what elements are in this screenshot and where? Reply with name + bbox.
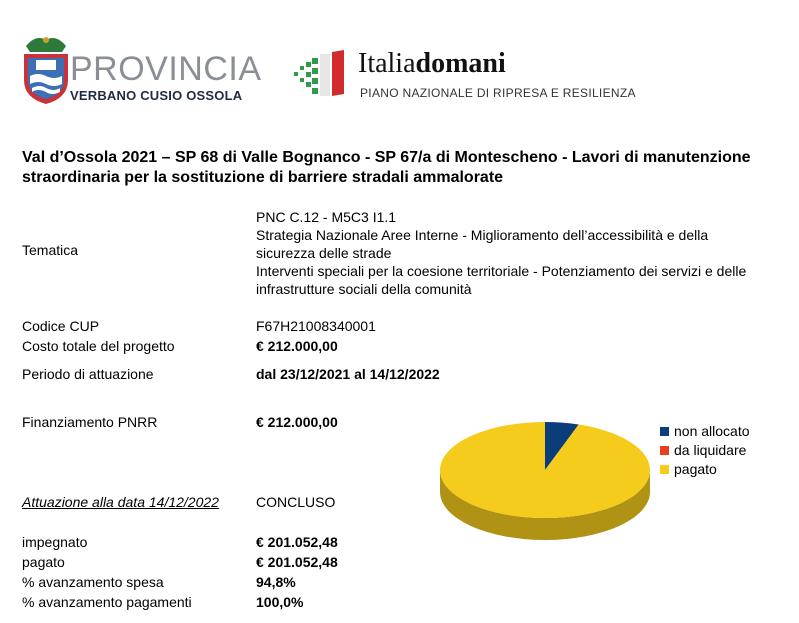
avanzamento-spesa-value: 94,8% (256, 574, 296, 590)
provincia-logo (16, 32, 76, 106)
avanzamento-pagamenti-value: 100,0% (256, 594, 304, 610)
impegnato-label: impegnato (22, 534, 88, 550)
avanzamento-spesa-label: % avanzamento spesa (22, 574, 164, 590)
costo-value: € 212.000,00 (256, 338, 338, 354)
pie-slice-pagato (440, 422, 650, 518)
legend-swatch (660, 427, 669, 436)
tematica-value (256, 208, 766, 298)
finanziamento-label: Finanziamento PNRR (22, 414, 158, 430)
legend-label: non allocato (674, 423, 750, 439)
italiadomani-subtitle: PIANO NAZIONALE DI RIPRESA E RESILIENZA (360, 86, 636, 100)
italiadomani-name: Italiadomani (358, 48, 506, 79)
legend-item-pagato (660, 460, 750, 479)
codice-cup-label: Codice CUP (22, 318, 100, 334)
attuazione-value: CONCLUSO (256, 494, 336, 510)
periodo-value: dal 23/12/2021 al 14/12/2022 (256, 366, 440, 382)
avanzamento-pagamenti-label: % avanzamento pagamenti (22, 594, 192, 610)
chart-legend (660, 422, 750, 479)
pagato-label: pagato (22, 554, 65, 570)
legend-label: pagato (674, 461, 717, 477)
legend-swatch (660, 446, 669, 455)
legend-item-non-allocato (660, 422, 750, 441)
finanziamento-value: € 212.000,00 (256, 414, 338, 430)
pagato-value: € 201.052,48 (256, 554, 338, 570)
legend-label: da liquidare (674, 442, 747, 458)
tematica-line-2: Strategia Nazionale Aree Interne - Miglioramento dell’accessibilità e della sicurezza delle strade (256, 227, 709, 261)
legend-item-da-liquidare (660, 441, 750, 460)
tematica-label: Tematica (22, 242, 79, 258)
province-name: PROVINCIA (70, 50, 262, 88)
tematica-line-1: PNC C.12 - M5C3 I1.1 (256, 209, 397, 225)
project-title: Val d’Ossola 2021 – SP 68 di Valle Bognanco - SP 67/a di Montescheno - Lavori di manutenzione straordinaria per la sostituzione di barriere stradali ammalorate (22, 149, 751, 186)
costo-label: Costo totale del progetto (22, 338, 175, 354)
periodo-label: Periodo di attuazione (22, 366, 154, 382)
codice-cup-value: F67H21008340001 (256, 318, 376, 334)
italiadomani-logo (292, 50, 352, 100)
legend-swatch (660, 465, 669, 474)
province-subtitle: VERBANO CUSIO OSSOLA (70, 88, 243, 103)
attuazione-label: Attuazione alla data 14/12/2022 (22, 494, 219, 510)
pie-chart (430, 420, 660, 550)
impegnato-value: € 201.052,48 (256, 534, 338, 550)
tematica-line-3: Interventi speciali per la coesione territoriale - Potenziamento dei servizi e delle infrastrutture sociali della comunità (256, 263, 747, 297)
